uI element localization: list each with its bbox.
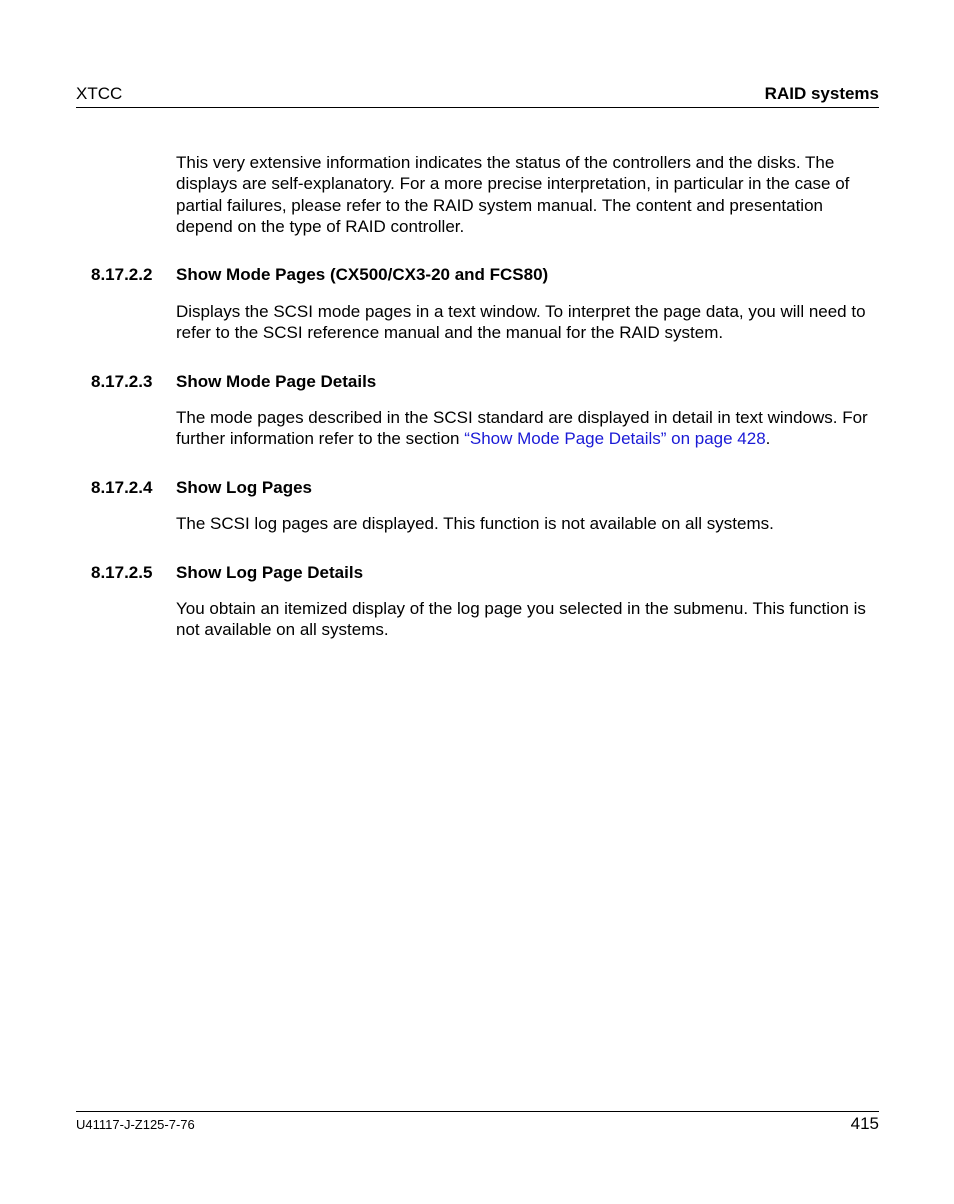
section-number: 8.17.2.2: [91, 265, 153, 284]
page-number: 415: [850, 1114, 879, 1133]
header-product: XTCC: [76, 84, 123, 103]
cross-reference-link[interactable]: “Show Mode Page Details” on page 428: [464, 429, 766, 449]
header-chapter: RAID systems: [764, 84, 879, 103]
section-number: 8.17.2.5: [91, 563, 153, 582]
section-body-text: .: [765, 429, 771, 449]
section-body: You obtain an itemized display of the log page you selected in the submenu. This function is not available on all systems.: [176, 599, 866, 640]
page-header: [76, 84, 879, 106]
footer-rule: [76, 1111, 879, 1112]
intro-paragraph: This very extensive information indicates the status of the controllers and the disks. The displays are self-explanatory. For a more precise interpretation, in particular in the case of partial failures, please refer to the RAID system manual. The content and presentation depend on the type of RAID controller.: [176, 153, 850, 236]
section-body: [176, 407, 881, 450]
section-number: 8.17.2.4: [91, 478, 153, 497]
header-rule: [76, 107, 879, 108]
section-title: Show Mode Page Details: [176, 372, 377, 391]
section-body-text: The mode pages described in the SCSI standard are displayed in detail in text windows. For further information refer to the section: [176, 408, 868, 449]
section-heading-8-17-2-5: [91, 563, 363, 583]
section-heading-8-17-2-4: [91, 478, 312, 498]
section-body: Displays the SCSI mode pages in a text window. To interpret the page data, you will need to refer to the SCSI reference manual and the manual for the RAID system.: [176, 302, 866, 343]
section-title: Show Log Page Details: [176, 563, 364, 582]
section-title: Show Log Pages: [176, 478, 313, 497]
section-body: The SCSI log pages are displayed. This function is not available on all systems.: [176, 514, 774, 533]
section-heading-8-17-2-3: [91, 372, 376, 392]
section-number: 8.17.2.3: [91, 372, 153, 391]
section-heading-8-17-2-2: [91, 265, 548, 285]
footer-doc-id: U41117-J-Z125-7-76: [76, 1117, 195, 1132]
section-title: Show Mode Pages (CX500/CX3-20 and FCS80): [176, 265, 549, 284]
